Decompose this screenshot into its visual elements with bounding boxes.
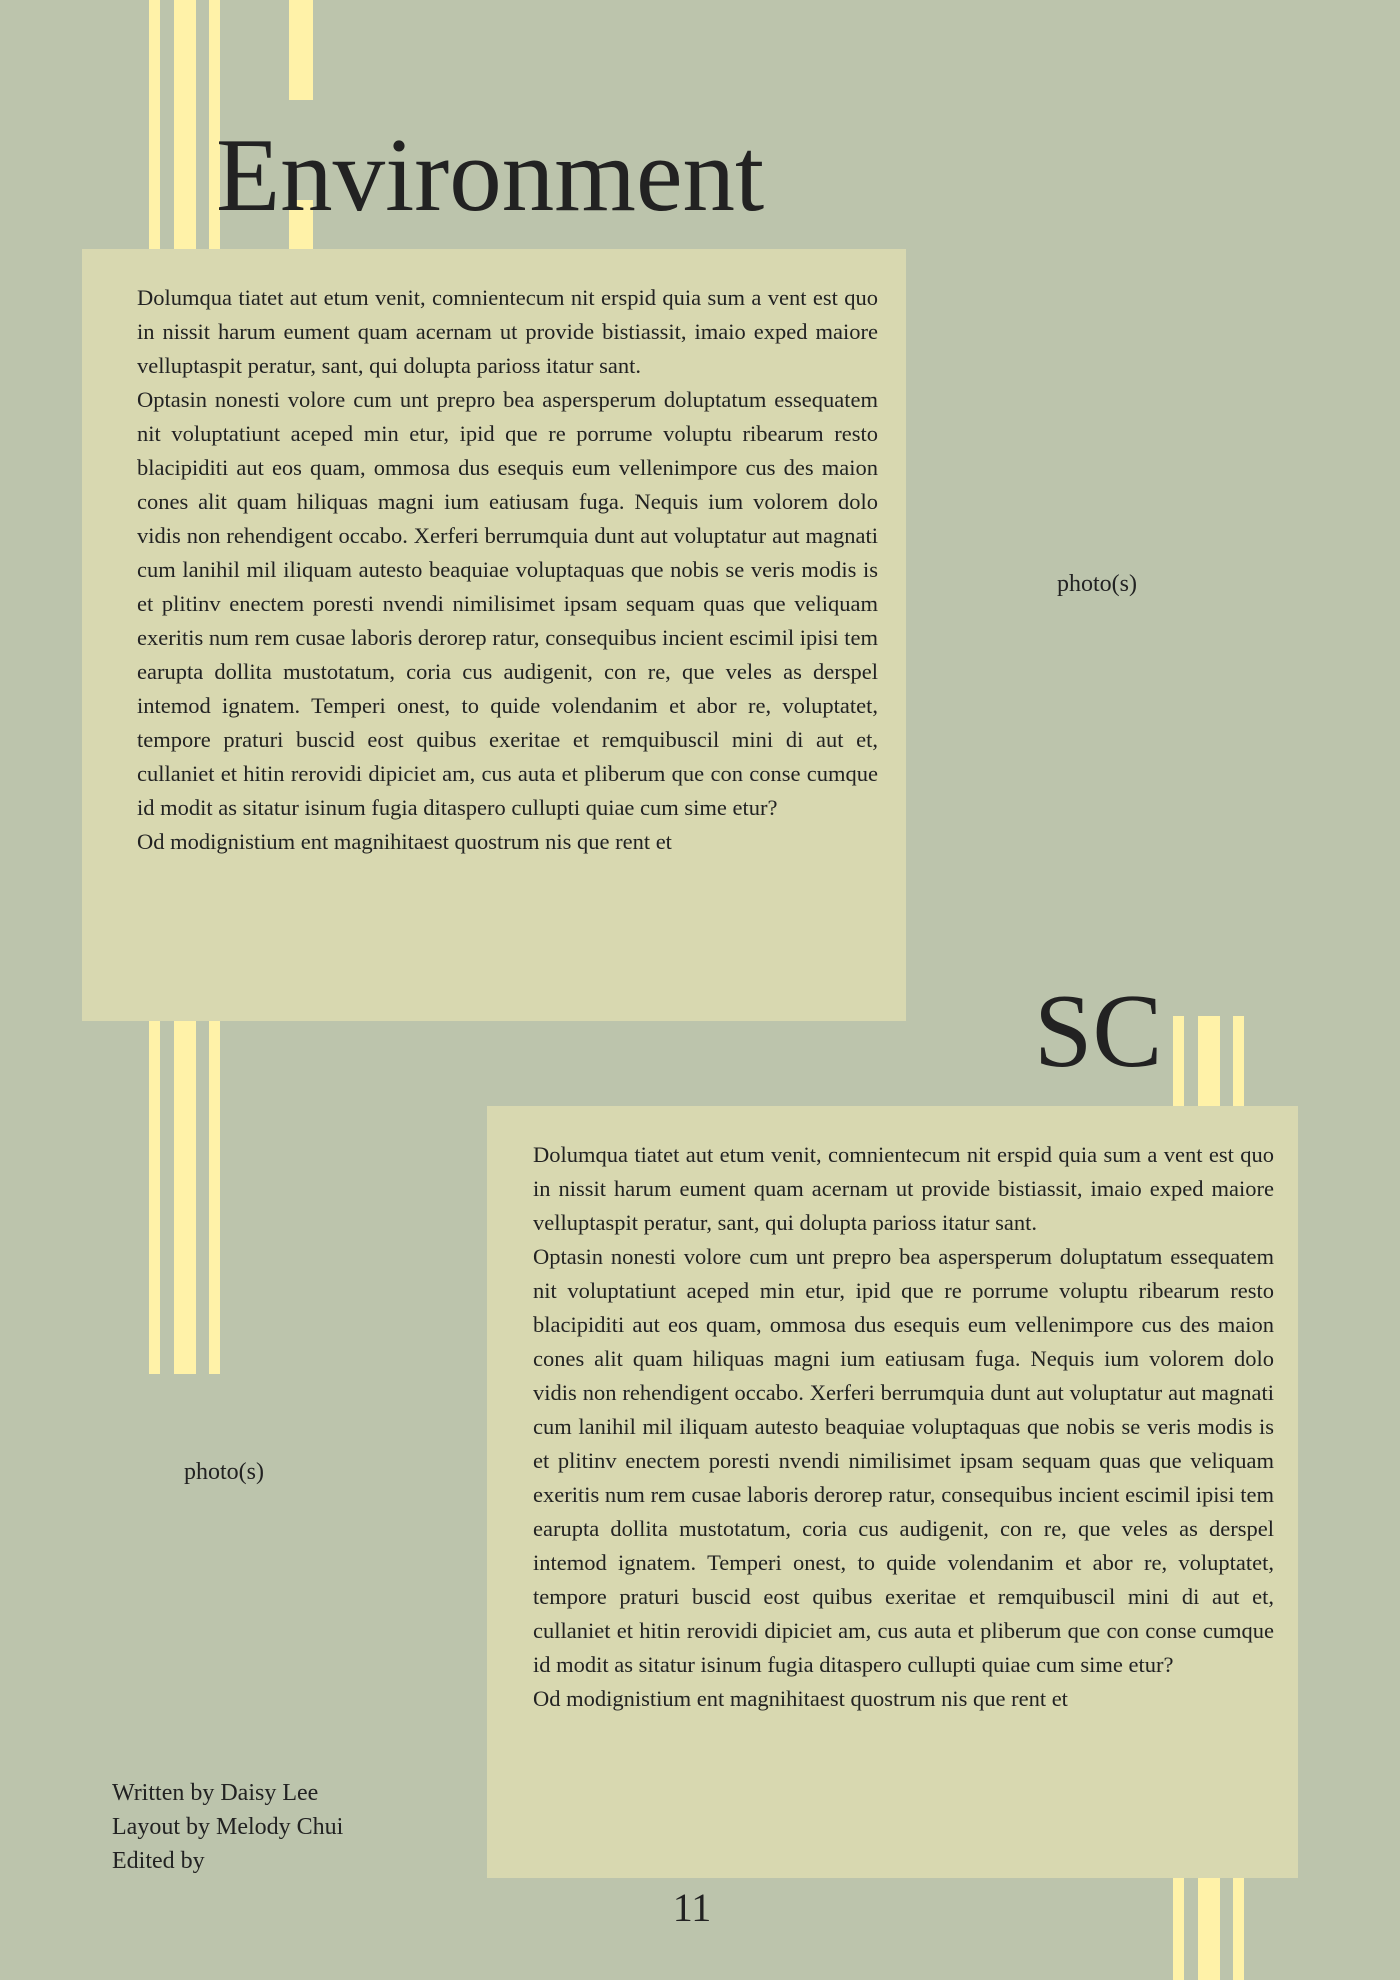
article-paragraph: Od modignistium ent magnihitaest quostrum nis que rent et bbox=[137, 829, 672, 854]
photo-placeholder-label: photo(s) bbox=[184, 1459, 264, 1485]
section-title-sc: SC bbox=[1034, 972, 1163, 1089]
article-paragraph: Od modignistium ent magnihitaest quostrum nis que rent et bbox=[533, 1686, 1068, 1711]
article-panel-1 bbox=[82, 249, 906, 1021]
article-paragraph: Dolumqua tiatet aut etum venit, comnientecum nit erspid quia sum a vent est quo in nissit harum eument quam acernam ut provide bistiassit, imaio exped maiore velluptaspit peratur, sant, qui dolupta parioss itatur sant. bbox=[533, 1142, 1274, 1235]
decorative-stripe bbox=[289, 0, 313, 100]
article-panel-2 bbox=[487, 1106, 1298, 1878]
article-body-1 bbox=[137, 281, 878, 859]
article-body-2 bbox=[533, 1138, 1274, 1716]
page-number: 11 bbox=[672, 1885, 712, 1930]
article-paragraph: Dolumqua tiatet aut etum venit, comnientecum nit erspid quia sum a vent est quo in nissit harum eument quam acernam ut provide bistiassit, imaio exped maiore velluptaspit peratur, sant, qui dolupta parioss itatur sant. bbox=[137, 285, 878, 378]
credit-editor: Edited by bbox=[112, 1848, 205, 1874]
photo-placeholder-label: photo(s) bbox=[1057, 571, 1137, 597]
article-paragraph: Optasin nonesti volore cum unt prepro bea aspersperum doluptatum essequatem nit voluptatiunt aceped min etur, ipid que re porrume voluptu ribearum resto blacipiditi aut eos quam, ommosa dus esequis eum vellenimpore cus des maion cones alit quam hiliquas magni ium eatiusam fuga. Nequis ium volorem dolo vidis non rehendigent occabo. Xerferi berrumquia dunt aut voluptatur aut magnati cum lanihil mil iliquam autesto beaquiae voluptaquas que nobis se veris modis is et plitinv enectem poresti nvendi nimilisimet ipsam sequam quas que veliquam exeritis num rem cusae laboris derorep ratur, consequibus incient escimil ipisi tem earupta dollita mustotatum, coria cus audigenit, con re, que veles as derspel intemod ignatem. Temperi onest, to quide volendanim et abor re, voluptatet, tempore praturi buscid eost quibus exeritae et remquibuscil mini di aut et, cullaniet et hitin rerovidi dipiciet am, cus auta et pliberum que con conse cumque id modit as sitatur isinum fugia ditaspero cullupti quiae cum sime etur? bbox=[533, 1244, 1274, 1677]
section-title-environment: Environment bbox=[216, 116, 765, 233]
credits-block bbox=[112, 1776, 343, 1878]
credit-writer: Written by Daisy Lee bbox=[112, 1780, 319, 1806]
credit-layout: Layout by Melody Chui bbox=[112, 1814, 344, 1840]
article-paragraph: Optasin nonesti volore cum unt prepro bea aspersperum doluptatum essequatem nit voluptatiunt aceped min etur, ipid que re porrume voluptu ribearum resto blacipiditi aut eos quam, ommosa dus esequis eum vellenimpore cus des maion cones alit quam hiliquas magni ium eatiusam fuga. Nequis ium volorem dolo vidis non rehendigent occabo. Xerferi berrumquia dunt aut voluptatur aut magnati cum lanihil mil iliquam autesto beaquiae voluptaquas que nobis se veris modis is et plitinv enectem poresti nvendi nimilisimet ipsam sequam quas que veliquam exeritis num rem cusae laboris derorep ratur, consequibus incient escimil ipisi tem earupta dollita mustotatum, coria cus audigenit, con re, que veles as derspel intemod ignatem. Temperi onest, to quide volendanim et abor re, voluptatet, tempore praturi buscid eost quibus exeritae et remquibuscil mini di aut et, cullaniet et hitin rerovidi dipiciet am, cus auta et pliberum que con conse cumque id modit as sitatur isinum fugia ditaspero cullupti quiae cum sime etur? bbox=[137, 387, 878, 820]
